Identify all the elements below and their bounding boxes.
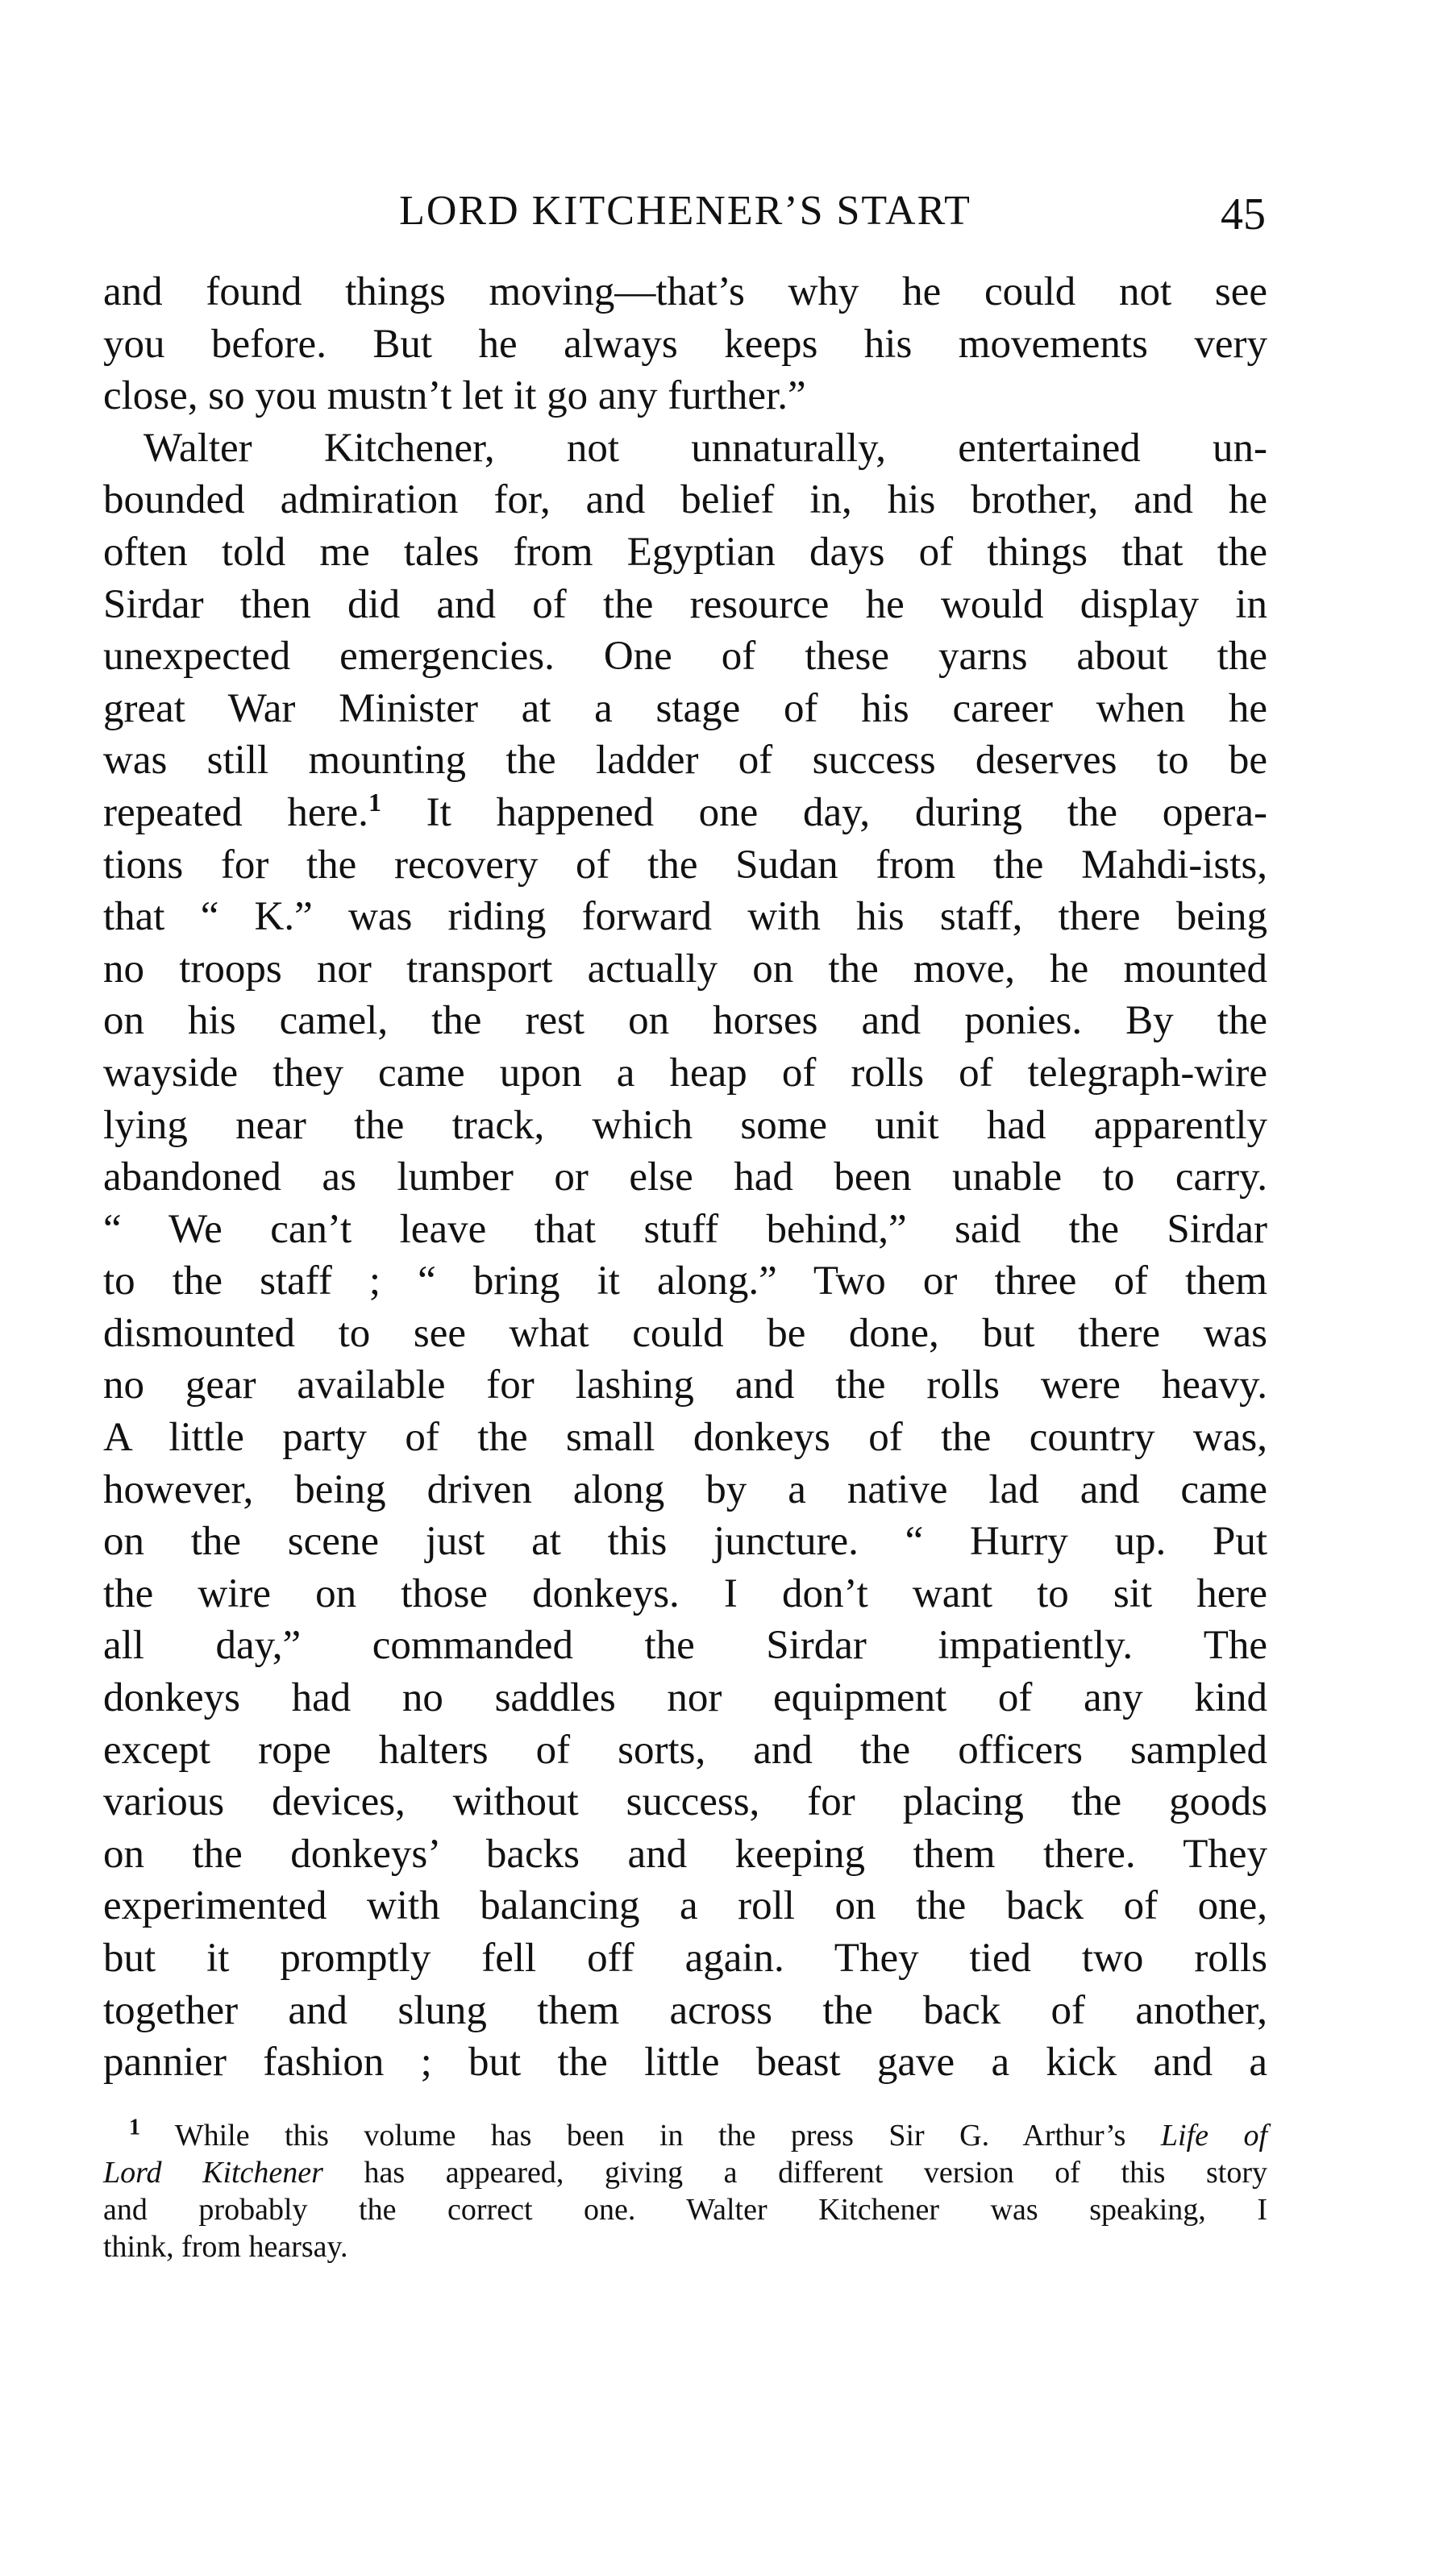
text-line: but it promptly fell off again. They tied two rolls bbox=[103, 1936, 1267, 1981]
text-line: various devices, without success, for placing the goods bbox=[103, 1779, 1267, 1825]
text-segment: It happened one day, during the opera- bbox=[426, 789, 1267, 835]
text-line: together and slung them across the back of another, bbox=[103, 1987, 1267, 2033]
footnote-line bbox=[103, 2154, 1267, 2191]
text-line: tions for the recovery of the Sudan from the Mahdi-ists, bbox=[103, 842, 1267, 888]
footnote-book-title: Life of bbox=[1160, 2119, 1268, 2153]
text-line: wayside they came upon a heap of rolls of telegraph-wire bbox=[103, 1050, 1267, 1096]
text-line-with-note bbox=[103, 787, 1267, 839]
text-line: close, so you mustn’t let it go any further.” bbox=[103, 373, 806, 419]
text-line: all day,” commanded the Sirdar impatiently. The bbox=[103, 1623, 1267, 1669]
footnote-book-title: Lord Kitchener bbox=[103, 2156, 323, 2190]
footnote-line: and probably the correct one. Walter Kitchener was speaking, I bbox=[103, 2193, 1267, 2227]
text-line: and found things moving—that’s why he could not see bbox=[103, 269, 1267, 314]
text-line: was still mounting the ladder of success deserves to be bbox=[103, 738, 1267, 784]
text-segment: repeated here. bbox=[103, 789, 368, 835]
text-line: donkeys had no saddles nor equipment of any kind bbox=[103, 1675, 1267, 1721]
footnote-text: has appeared, giving a different version of this story bbox=[364, 2156, 1268, 2190]
body-text bbox=[103, 266, 1267, 2089]
text-line: on the donkeys’ backs and keeping them there. They bbox=[103, 1831, 1267, 1877]
text-line: “ We can’t leave that stuff behind,” said the Sirdar bbox=[103, 1206, 1267, 1252]
text-line: except rope halters of sorts, and the officers sampled bbox=[103, 1727, 1267, 1773]
text-line: that “ K.” was riding forward with his staff, there being bbox=[103, 894, 1267, 940]
text-line: great War Minister at a stage of his career when he bbox=[103, 685, 1267, 731]
text-line: you before. But he always keeps his movements very bbox=[103, 321, 1267, 367]
text-line: no troops nor transport actually on the move, he mounted bbox=[103, 946, 1267, 992]
text-line: to the staff ; “ bring it along.” Two or three of them bbox=[103, 1258, 1267, 1304]
text-line: Walter Kitchener, not unnaturally, entertained un- bbox=[144, 425, 1267, 471]
footnote bbox=[103, 2117, 1267, 2265]
text-line: often told me tales from Egyptian days of things that the bbox=[103, 529, 1267, 575]
text-line: on the scene just at this juncture. “ Hurry up. Put bbox=[103, 1519, 1267, 1565]
text-line: pannier fashion ; but the little beast gave a kick and a bbox=[103, 2040, 1267, 2086]
footnote-line bbox=[103, 2117, 1267, 2154]
footnote-reference: 1 bbox=[368, 787, 381, 817]
running-head bbox=[105, 179, 1266, 243]
text-line: no gear available for lashing and the rolls were heavy. bbox=[103, 1362, 1267, 1408]
running-title: LORD KITCHENER’S START bbox=[399, 188, 971, 234]
page-number: 45 bbox=[1221, 189, 1266, 239]
text-line: the wire on those donkeys. I don’t want to sit here bbox=[103, 1570, 1267, 1616]
text-line: on his camel, the rest on horses and ponies. By the bbox=[103, 998, 1267, 1044]
footnote-marker: 1 bbox=[129, 2115, 140, 2140]
text-line: experimented with balancing a roll on the back of one, bbox=[103, 1883, 1267, 1929]
text-line: abandoned as lumber or else had been unable to carry. bbox=[103, 1154, 1267, 1200]
text-line: Sirdar then did and of the resource he would display in bbox=[103, 581, 1267, 627]
text-line: A little party of the small donkeys of the country was, bbox=[103, 1415, 1267, 1461]
text-line: dismounted to see what could be done, but there was bbox=[103, 1310, 1267, 1356]
footnote-line: think, from hearsay. bbox=[103, 2230, 348, 2264]
text-line: bounded admiration for, and belief in, his brother, and he bbox=[103, 477, 1267, 523]
footnote-text: While this volume has been in the press Sir G. Arthur’s bbox=[174, 2119, 1126, 2153]
text-line: however, being driven along by a native lad and came bbox=[103, 1466, 1267, 1512]
text-line: lying near the track, which some unit had apparently bbox=[103, 1102, 1267, 1148]
text-line: unexpected emergencies. One of these yarns about the bbox=[103, 634, 1267, 680]
